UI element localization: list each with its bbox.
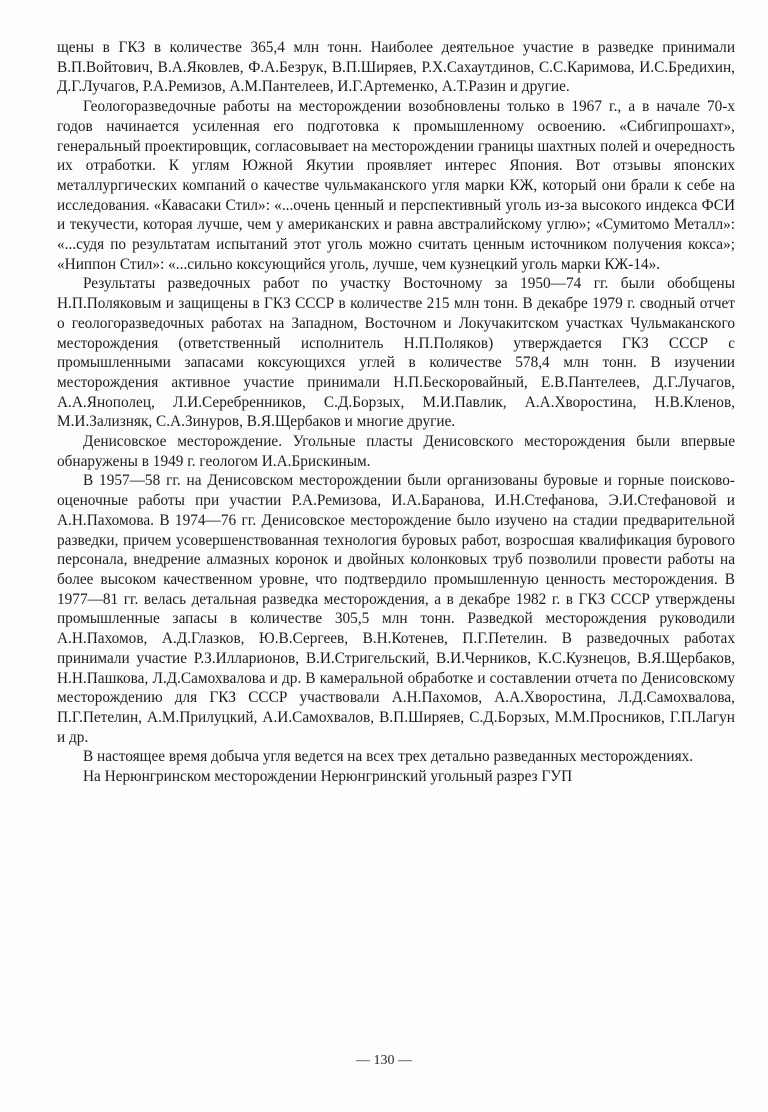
- paragraph-6: В настоящее время добыча угля ведется на всех трех детально разведанных месторождениях.: [83, 748, 694, 766]
- paragraph-7: На Нерюнгринском месторождении Нерюнгринский угольный разрез ГУП: [83, 768, 573, 786]
- paragraph-5: В 1957—58 гг. на Денисовском месторождении были организованы буровые и горные поисково-оценочные работы при участии Р.А.Ремизова, И.А.Баранова, И.Н.Стефанова, Э.И.Стефановой и А.Н.Пахомова. В 1974—76 гг. Денисовское месторождение было изучено на стадии предварительной разведки, причем усовершенствованная технология буровых работ, возросшая квалификация бурового персонала, внедрение алмазных коронок и двойных колонковых труб позволили провести работы на более высоком качественном уровне, что подтвердило промышленную ценность месторождения. В 1977—81 гг. велась детальная разведка месторождения, а в декабре 1982 г. в ГКЗ СССР утверждены промышленные запасы в количестве 305,5 млн тонн. Разведкой месторождения руководили А.Н.Пахомов, А.Д.Глазков, Ю.В.Сергеев, В.Н.Котенев, П.Г.Петелин. В разведочных работах принимали участие Р.З.Илларионов, В.И.Стригельский, В.И.Черников, К.С.Кузнецов, В.Я.Щербаков, Н.Н.Пашкова, Л.Д.Самохвалова и др. В камеральной обработке и составлении отчета по Денисовскому месторождению для ГКЗ СССР участвовали А.Н.Пахомов, А.А.Хворостина, Л.Д.Самохвалова, П.Г.Петелин, А.М.Прилуцкий, А.И.Самохвалов, В.П.Ширяев, С.Д.Борзых, М.М.Просников, Г.П.Лагун и др.: [57, 472, 735, 746]
- paragraph-4: Денисовское месторождение. Угольные пласты Денисовского месторождения были впервые обнаружены в 1949 г. геологом И.А.Брискиным.: [57, 433, 735, 470]
- paragraph-3: Результаты разведочных работ по участку Восточному за 1950—74 гг. были обобщены Н.П.Поляковым и защищены в ГКЗ СССР в количестве 215 млн тонн. В декабре 1979 г. сводный отчет о геологоразведочных работах на Западном, Восточном и Локучакитском участках Чульмаканского месторождения (ответственный исполнитель Н.П.Поляков) утверждается ГКЗ СССР с промышленными запасами коксующихся углей в количестве 578,4 млн тонн. В изучении месторождения активное участие принимали Н.П.Бескоровайный, Е.В.Пантелеев, Д.Г.Лучагов, А.А.Янополец, Л.И.Серебренников, С.Д.Борзых, М.И.Павлик, А.А.Хворостина, Н.В.Кленов, М.И.Зализняк, С.А.Зинуров, В.Я.Щербаков и многие другие.: [57, 275, 735, 431]
- body-text: [57, 38, 735, 787]
- paragraph-2: Геологоразведочные работы на месторождении возобновлены только в 1967 г., а в начале 70-х годов начинается усиленная его подготовка к промышленному освоению. «Сибгипрошахт», генеральный проектировщик, согласовывает на месторождении границы шахтных полей и очередность их отработки. К углям Южной Якутии проявляет интерес Япония. Вот отзывы японских металлургических компаний о качестве чульмаканского угля марки КЖ, который они брали к себе на исследования. «Кавасаки Стил»: «...очень ценный и перспективный уголь из-за высокого индекса ФСИ и текучести, которая лучше, чем у американских и равна австралийскому углю»; «Сумитомо Металл»: «...судя по результатам испытаний этот уголь можно считать ценным источником получения кокса»; «Ниппон Стил»: «...сильно коксующийся уголь, лучше, чем кузнецкий уголь марки КЖ-14».: [57, 98, 735, 273]
- paragraph-1: щены в ГКЗ в количестве 365,4 млн тонн. Наиболее деятельное участие в разведке принимали В.П.Войтович, В.А.Яковлев, Ф.А.Безрук, В.П.Ширяев, Р.Х.Сахаутдинов, С.С.Каримова, И.С.Бредихин, Д.Г.Лучагов, Р.А.Ремизов, А.М.Пантелеев, И.Г.Артеменко, А.Т.Разин и другие.: [57, 39, 735, 96]
- page-number: — 130 —: [356, 1053, 412, 1068]
